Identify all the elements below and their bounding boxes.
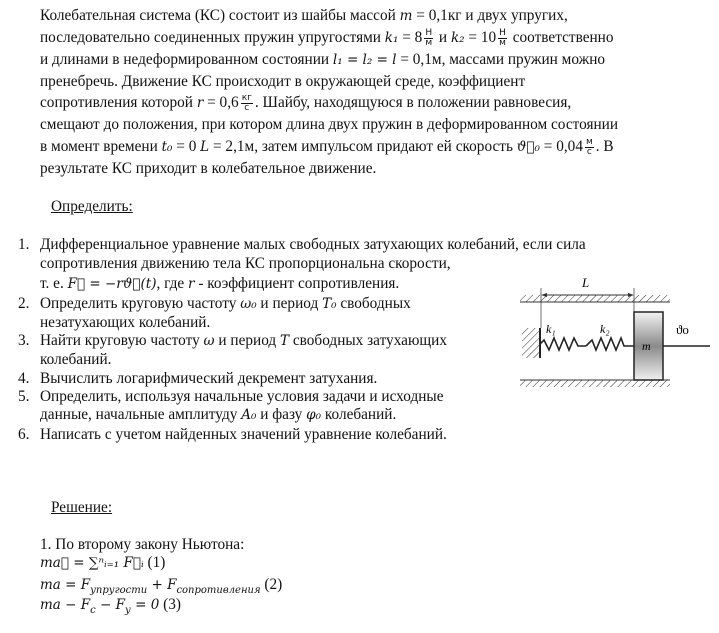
- math-expression: F⃗ = −rϑ⃗(t): [67, 276, 157, 292]
- text-run: = 8: [398, 29, 423, 47]
- text-run: Вычислить логарифмический декремент затухания.: [40, 370, 378, 387]
- text-run: и период: [214, 332, 281, 349]
- text-run: Определить круговую частоту: [40, 295, 241, 312]
- text-run: колебаний.: [40, 351, 112, 368]
- task-line: [40, 388, 443, 406]
- math-expression: ϑ⃗₀: [516, 139, 540, 156]
- fraction-numerator: Н: [499, 28, 506, 38]
- task-line: [40, 332, 447, 350]
- math-subscript: с: [90, 605, 96, 617]
- determine-heading: Определить:: [51, 198, 133, 215]
- text-run: смещают до положения, при котором длина двух пружин в деформированном состоянии: [40, 116, 619, 133]
- task-line: [40, 236, 586, 254]
- solution-line: [40, 554, 165, 572]
- task-number: 3.: [18, 332, 30, 349]
- left-support: [522, 328, 540, 358]
- text-run: Колебательная система (КС) состоит из шайбы массой: [40, 7, 400, 24]
- task-line: [40, 295, 411, 313]
- math-expression: − F: [95, 597, 125, 613]
- problem-line: [40, 94, 571, 113]
- text-run: колебаний.: [321, 406, 397, 423]
- text-run: данные, начальные амплитуду: [40, 406, 242, 423]
- problem-line: [40, 29, 614, 48]
- problem-line: [40, 7, 568, 25]
- text-run: и длинами в недеформированном состоянии: [40, 51, 333, 68]
- mass-label: m: [642, 339, 651, 353]
- task-number: 5.: [18, 388, 30, 405]
- text-run: = 10: [464, 29, 497, 47]
- k1-label: k₁: [546, 322, 556, 336]
- text-run: и период: [256, 295, 323, 312]
- problem-line: [40, 73, 525, 91]
- task-line: [40, 426, 447, 444]
- task-line: [40, 406, 396, 424]
- task-number: 2.: [18, 295, 30, 312]
- task-line: [40, 314, 210, 332]
- fraction-denominator: с: [586, 147, 592, 157]
- math-expression: k₁: [384, 30, 399, 47]
- math-expression: t₀: [161, 139, 173, 156]
- task-line: [40, 275, 399, 293]
- math-expression: ma⃗ = ∑ⁿᵢ₌₁ F⃗ᵢ: [40, 555, 144, 571]
- math-expression: m: [399, 8, 413, 24]
- text-run: сопротивления которой: [40, 94, 197, 112]
- spring-mass-diagram: [510, 268, 689, 388]
- unit-fraction: [585, 138, 594, 157]
- text-run: = 0,1кг и двух упругих,: [412, 7, 568, 24]
- math-expression: r: [188, 276, 195, 292]
- math-expression: ω: [203, 333, 215, 349]
- text-run: Дифференциальное уравнение малых свободных затухающих колебаний, если сила: [40, 236, 586, 253]
- solution-heading: Решение:: [51, 499, 113, 516]
- math-expression: k₂: [450, 30, 465, 47]
- math-expression: ma = F: [40, 577, 91, 593]
- fraction-denominator: м: [499, 38, 506, 48]
- text-run: (2): [260, 576, 283, 593]
- text-run: = 0: [172, 138, 201, 156]
- text-run: свободных затухающих: [289, 332, 447, 349]
- text-run: - коэффициент сопротивления.: [194, 275, 400, 292]
- fraction-denominator: с: [244, 103, 250, 113]
- text-run: = 0,04: [539, 138, 583, 156]
- task-line: [40, 351, 111, 369]
- math-expression: ma − F: [40, 597, 91, 613]
- text-run: Найти круговую частоту: [40, 332, 204, 349]
- problem-line: [40, 160, 376, 178]
- text-run: 1. По второму закону Ньютона:: [40, 536, 245, 553]
- fraction-numerator: Н: [425, 28, 433, 38]
- text-run: = 0,6: [203, 94, 239, 112]
- text-run: последовательно соединенных пружин упругостями: [40, 29, 385, 47]
- problem-line: [40, 116, 618, 134]
- fraction-denominator: м: [425, 38, 433, 48]
- math-expression: = 0: [130, 597, 160, 613]
- task-number: 1.: [18, 236, 30, 253]
- text-run: , где: [156, 275, 189, 292]
- math-expression: A₀: [241, 407, 257, 423]
- text-run: (3): [159, 596, 181, 613]
- text-run: Написать с учетом найденных значений уравнение колебаний.: [40, 426, 447, 443]
- text-run: сопротивления движению тела КС пропорциональна скорости,: [40, 255, 451, 272]
- text-run: = 2,1м, затем импульсом придают ей скорость: [209, 138, 517, 156]
- problem-line: [40, 51, 605, 69]
- math-expression: + F: [147, 577, 177, 593]
- unit-fraction: [424, 29, 433, 48]
- math-expression: L: [200, 139, 210, 156]
- length-label: L: [582, 275, 590, 290]
- solution-line: [40, 536, 244, 554]
- text-run: т. е.: [40, 275, 68, 292]
- text-run: в момент времени: [40, 138, 162, 156]
- problem-line: [40, 138, 614, 157]
- text-run: . В: [595, 138, 614, 156]
- fraction-numerator: м: [585, 137, 593, 147]
- unit-fraction: [241, 94, 253, 113]
- task-line: [40, 255, 451, 273]
- math-expression: r: [196, 95, 204, 112]
- fraction-numerator: кг: [241, 93, 252, 103]
- text-run: и: [435, 29, 451, 47]
- math-expression: ω₀: [240, 296, 257, 312]
- text-run: пренебречь. Движение КС происходит в окружающей среде, коэффициент: [40, 73, 526, 90]
- task-line: [40, 370, 377, 388]
- math-subscript: у: [125, 605, 131, 617]
- text-run: соответственно: [508, 29, 614, 47]
- text-run: . Шайбу, находящуюся в положении равновесия,: [254, 94, 572, 112]
- k2-label: k₂: [600, 322, 610, 336]
- text-run: результате КС приходит в колебательное движение.: [40, 160, 377, 177]
- solution-line: [40, 596, 181, 620]
- text-run: свободных: [336, 295, 411, 312]
- math-subscript: сопротивления: [176, 585, 261, 597]
- bottom-wall: [520, 380, 670, 387]
- text-run: = 0,1м, массами пружин можно: [396, 51, 606, 68]
- text-run: (1): [143, 554, 166, 571]
- math-expression: φ₀: [306, 407, 322, 423]
- spring-k2: [586, 338, 634, 350]
- text-run: и фазу: [256, 406, 307, 423]
- math-expression: T: [280, 333, 290, 349]
- velocity-label: ϑo: [676, 322, 689, 337]
- top-wall: [520, 295, 670, 302]
- unit-fraction: [498, 29, 507, 48]
- math-subscript: упругости: [90, 585, 148, 597]
- text-run: Определить, используя начальные условия задачи и исходные: [40, 388, 444, 405]
- spring-k1: [540, 338, 586, 350]
- text-run: незатухающих колебаний.: [40, 314, 211, 331]
- math-expression: T₀: [322, 296, 337, 312]
- task-number: 6.: [18, 426, 30, 443]
- task-number: 4.: [18, 370, 30, 387]
- math-expression: l₁ = l₂ = l: [332, 52, 397, 68]
